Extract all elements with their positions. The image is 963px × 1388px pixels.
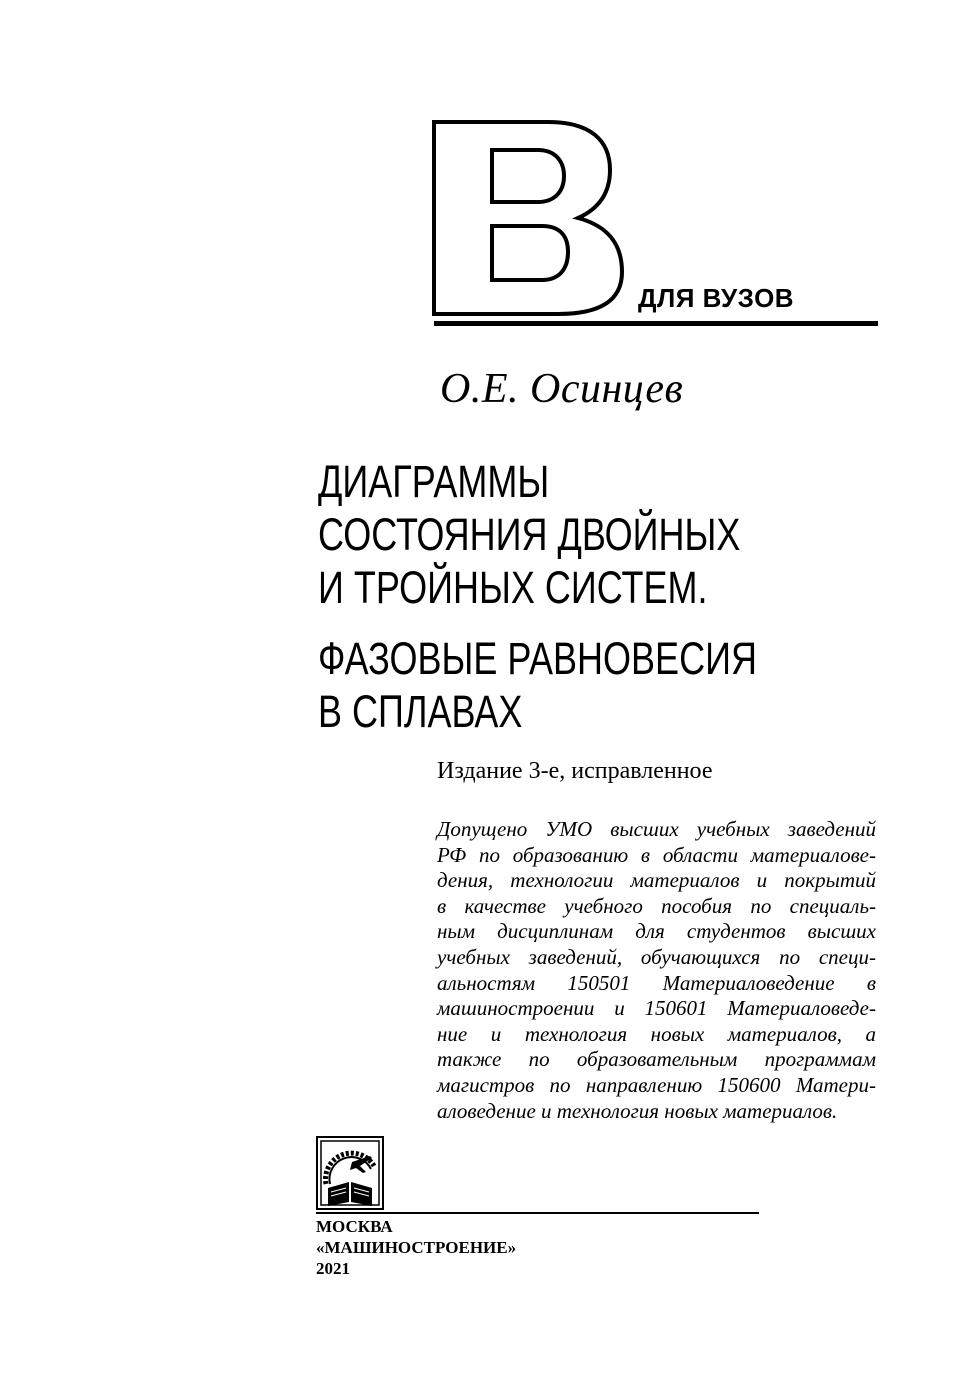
title-spacer: [318, 614, 938, 632]
subtitle-line: В СПЛАВАХ: [318, 686, 523, 737]
subtitle-line: ФАЗОВЫЕ РАВНОВЕСИЯ: [318, 633, 757, 684]
publication-year: 2021: [316, 1259, 350, 1278]
imprint: [316, 1216, 516, 1279]
approval-line: аловедение и технология новых материалов.: [437, 1098, 838, 1123]
series-label: ДЛЯ ВУЗОВ: [638, 283, 795, 313]
approval-line: ние и технология новых материалов, а: [437, 1021, 876, 1046]
series-divider: [434, 321, 878, 326]
book-title: [318, 455, 938, 738]
title-line: ДИАГРАММЫ: [318, 456, 550, 507]
title-line: И ТРОЙНЫХ СИСТЕМ.: [318, 562, 708, 613]
publisher-name: «МАШИНОСТРОЕНИЕ»: [316, 1238, 517, 1257]
publisher-divider: [316, 1212, 759, 1214]
approval-statement: [437, 817, 876, 1124]
author-name: О.Е. Осинцев: [440, 366, 684, 412]
approval-line: дения, технологии материалов и покрытий: [437, 868, 876, 893]
edition-note: Издание 3-е, исправленное: [437, 758, 713, 784]
approval-line: магистров по направлению 150600 Матери-: [437, 1072, 876, 1097]
approval-line: машиностроении и 150601 Материаловеде-: [437, 996, 876, 1021]
approval-line: РФ по образованию в области материалове-: [437, 842, 876, 867]
approval-line: также по образовательным программам: [437, 1047, 876, 1072]
approval-line: ным дисциплинам для студентов высших: [437, 919, 876, 944]
publisher-emblem-icon: [316, 1136, 384, 1210]
approval-line: Допущено УМО высших учебных заведений: [437, 817, 876, 841]
approval-line: альностям 150501 Материаловедение в: [437, 970, 876, 995]
title-line: СОСТОЯНИЯ ДВОЙНЫХ: [318, 509, 741, 560]
approval-line: в качестве учебного пособия по специаль-: [437, 893, 876, 918]
series-logo-letter-icon: [430, 118, 626, 316]
publisher-city: МОСКВА: [316, 1217, 393, 1236]
approval-line: учебных заведений, обучающихся по специ-: [437, 944, 876, 969]
